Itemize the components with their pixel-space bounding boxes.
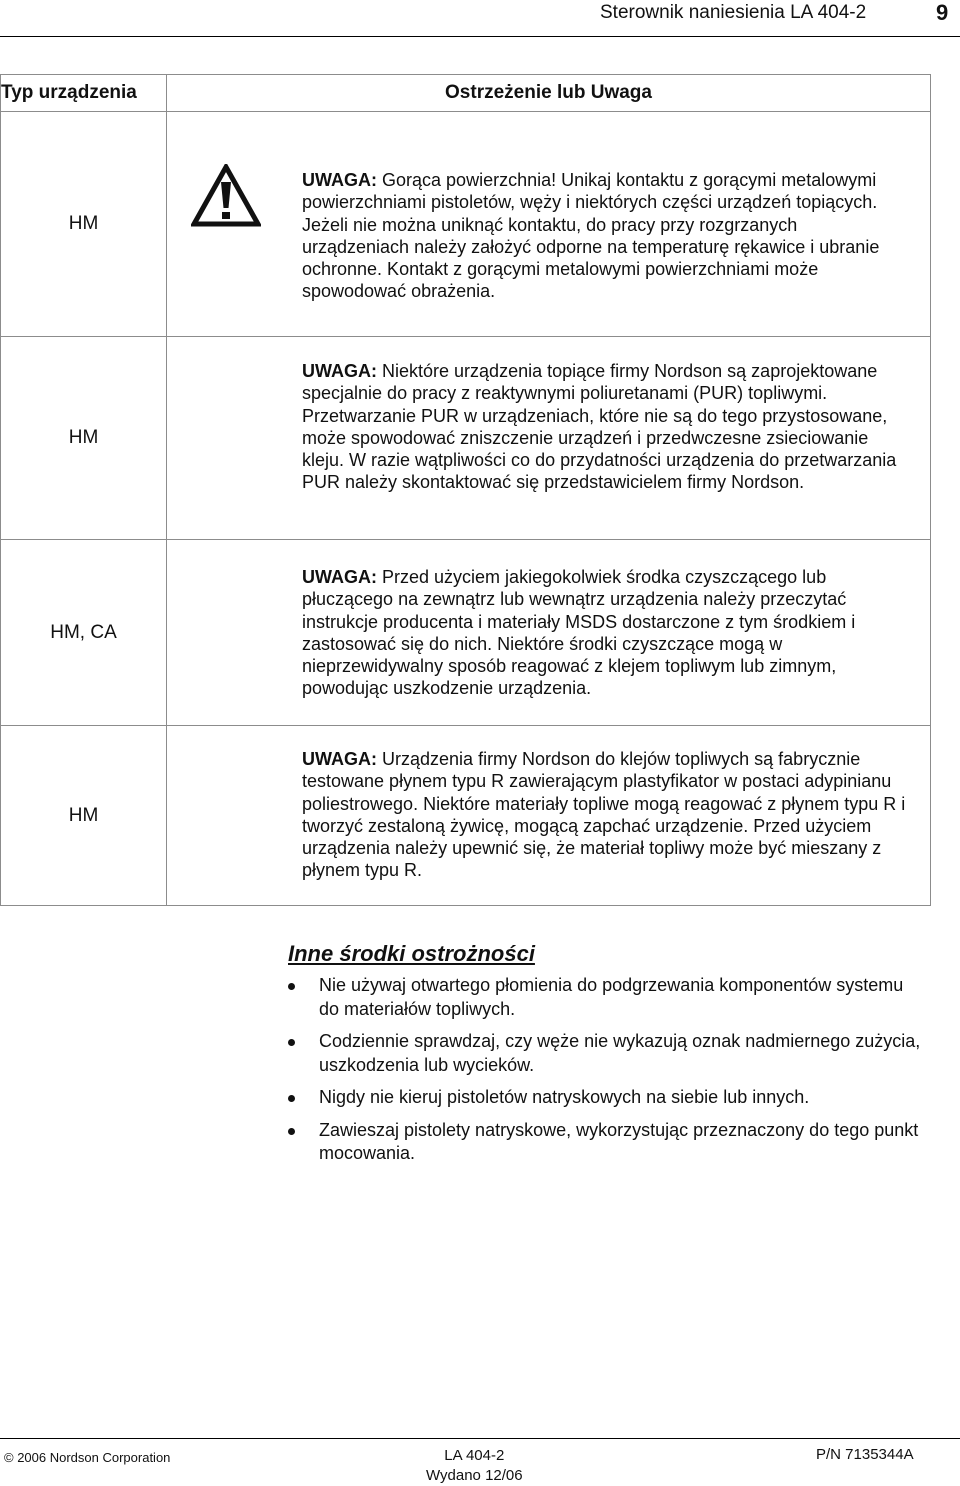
warning-text: Gorąca powierzchnia! Unikaj kontaktu z gorącymi metalowymi powierzchniami pistoletów, węży i niektórych części urządzeń topiących. Jeżeli nie można uniknąć kontaktu, do pracy przy rozgrzanych urządzeniach należy założyć odporne na temperaturę rękawice i ubranie ochronne. Kontakt z gorącymi metalowymi powierzchniami może spowodować obrażenia. [302,170,880,302]
bullet-icon [288,1039,295,1046]
warning-triangle-icon [191,164,261,228]
footer-issued: Wydano 12/06 [426,1467,523,1484]
section-title: Inne środki ostrożności [288,941,535,966]
warning-text: Urządzenia firmy Nordson do klejów topliwych są fabrycznie testowane płynem typu R zawierającym plastyfikator w postaci adypinianu poliestrowego. Niektóre materiały topliwe mogą reagować z płynem typu R i tworzyć zestaloną żywicę, mogącą zapchać urządzenie. Przed użyciem urządzenia należy upewnić się, że materiał topliwy może być mieszany z płynem typu R. [302,749,906,881]
precautions-list [288,974,928,1175]
table-row [1,540,931,726]
footer-copyright: © 2006 Nordson Corporation [4,1450,171,1465]
warning-cell [167,726,931,906]
list-item [288,1119,928,1166]
bullet-icon [288,983,295,990]
device-type: HM [1,726,167,906]
warning-cell [167,540,931,726]
table-header-row [1,75,931,112]
column-header-warning: Ostrzeżenie lub Uwaga [167,75,931,112]
device-type: HM [1,337,167,540]
header-title: Sterownik naniesienia LA 404-2 [600,2,867,23]
list-item-text: Nie używaj otwartego płomienia do podgrzewania komponentów systemu do materiałów topliwych. [319,975,904,1019]
warning-label: UWAGA: [302,361,377,381]
table-row [1,337,931,540]
list-item-text: Nigdy nie kieruj pistoletów natryskowych na siebie lub innych. [319,1087,810,1107]
footer-doc-number: LA 404-2 [444,1447,505,1464]
warning-cell [167,112,931,337]
footer-document [426,1446,523,1486]
device-type: HM [1,112,167,337]
list-item-text: Zawieszaj pistolety natryskowe, wykorzystując przeznaczony do tego punkt mocowania. [319,1119,919,1163]
warning-label: UWAGA: [302,567,377,587]
bullet-icon [288,1128,295,1135]
page-number: 9 [936,0,949,25]
header-rule [0,36,960,37]
footer-part-number: P/N 7135344A [816,1446,914,1463]
warnings-table [0,74,931,906]
warning-label: UWAGA: [302,749,377,769]
list-item-text: Codziennie sprawdzaj, czy węże nie wykazują oznak nadmiernego zużycia, uszkodzenia lub wycieków. [319,1031,921,1075]
device-type: HM, CA [1,540,167,726]
warning-label: UWAGA: [302,170,377,190]
list-item [288,1086,928,1110]
table-row [1,726,931,906]
table-row [1,112,931,337]
warning-text: Przed użyciem jakiegokolwiek środka czyszczącego lub płuczącego na zewnątrz lub wewnątrz urządzenia należy przeczytać instrukcje producenta i materiały MSDS dostarczone z tym środkiem i zastosować się do nich. Niektóre środki czyszczące mogą w nieprzewidywalny sposób reagować z klejem topliwym lub zimnym, powodując uszkodzenie urządzenia. [302,567,856,699]
list-item [288,1030,928,1077]
bullet-icon [288,1095,295,1102]
warning-cell [167,337,931,540]
list-item [288,974,928,1021]
warning-text: Niektóre urządzenia topiące firmy Nordson są zaprojektowane specjalnie do pracy z reaktywnymi poliuretanami (PUR) topliwymi. Przetwarzanie PUR w urządzeniach, które nie są do tego przystosowane, może spowodować zniszczenie urządzeń i przedwczesne zsieciowanie kleju. W razie wątpliwości co do przydatności urządzenia do przetwarzania PUR należy skontaktować się przedstawicielem firmy Nordson. [302,361,897,493]
footer-rule [0,1438,960,1439]
column-header-type: Typ urządzenia [1,75,167,112]
